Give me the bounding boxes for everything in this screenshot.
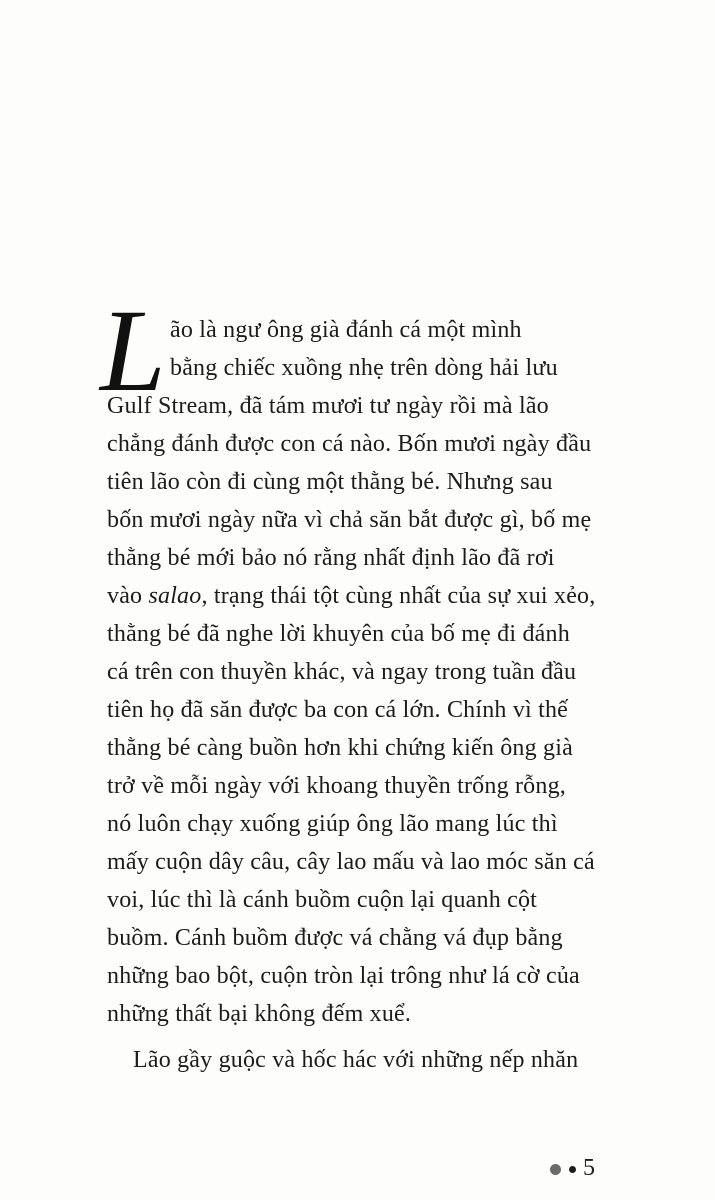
- text-line: tiên lão còn đi cùng một thằng bé. Nhưng sau: [107, 469, 553, 495]
- text-fragment: vào: [107, 583, 149, 609]
- text-line: thằng bé càng buồn hơn khi chứng kiến ông già: [107, 735, 573, 761]
- page-number: 5: [583, 1155, 595, 1181]
- text-line: ão là ngư ông già đánh cá một mình: [170, 317, 522, 343]
- drop-cap-letter: L: [100, 285, 166, 416]
- text-line: tiên họ đã săn được ba con cá lớn. Chính vì thế: [107, 697, 569, 723]
- text-line: những bao bột, cuộn tròn lại trông như lá cờ của: [107, 963, 580, 989]
- italic-term-salao: salao: [148, 583, 202, 609]
- ornament-dot-icon: [550, 1164, 561, 1175]
- text-line: voi, lúc thì là cánh buồm cuộn lại quanh cột: [107, 887, 538, 913]
- text-line: thằng bé đã nghe lời khuyên của bố mẹ đi đánh: [107, 621, 570, 647]
- text-line: mấy cuộn dây câu, cây lao mấu và lao móc săn cá: [107, 849, 595, 875]
- text-line: chẳng đánh được con cá nào. Bốn mươi ngày đầu: [107, 431, 592, 457]
- text-line: thằng bé mới bảo nó rằng nhất định lão đã rơi: [107, 545, 555, 571]
- text-line: bốn mươi ngày nữa vì chả săn bắt được gì, bố mẹ: [107, 507, 592, 533]
- text-line: những thất bại không đếm xuể.: [107, 1001, 412, 1027]
- text-line: trở về mỗi ngày với khoang thuyền trống rỗng,: [107, 773, 566, 799]
- text-line: nó luôn chạy xuống giúp ông lão mang lúc thì: [107, 811, 558, 837]
- text-line: Lão gầy guộc và hốc hác với những nếp nhăn: [133, 1047, 579, 1073]
- text-line: cá trên con thuyền khác, và ngay trong tuần đầu: [107, 659, 577, 685]
- page-footer: [550, 1156, 595, 1180]
- text-line: [107, 584, 595, 608]
- text-line: bằng chiếc xuồng nhẹ trên dòng hải lưu: [170, 355, 558, 381]
- text-fragment: , trạng thái tột cùng nhất của sự xui xẻo,: [201, 583, 596, 609]
- ornament-small-dot-icon: [569, 1166, 576, 1173]
- text-line: buồm. Cánh buồm được vá chằng vá đụp bằng: [107, 925, 563, 951]
- text-line: Gulf Stream, đã tám mươi tư ngày rồi mà lão: [107, 393, 549, 419]
